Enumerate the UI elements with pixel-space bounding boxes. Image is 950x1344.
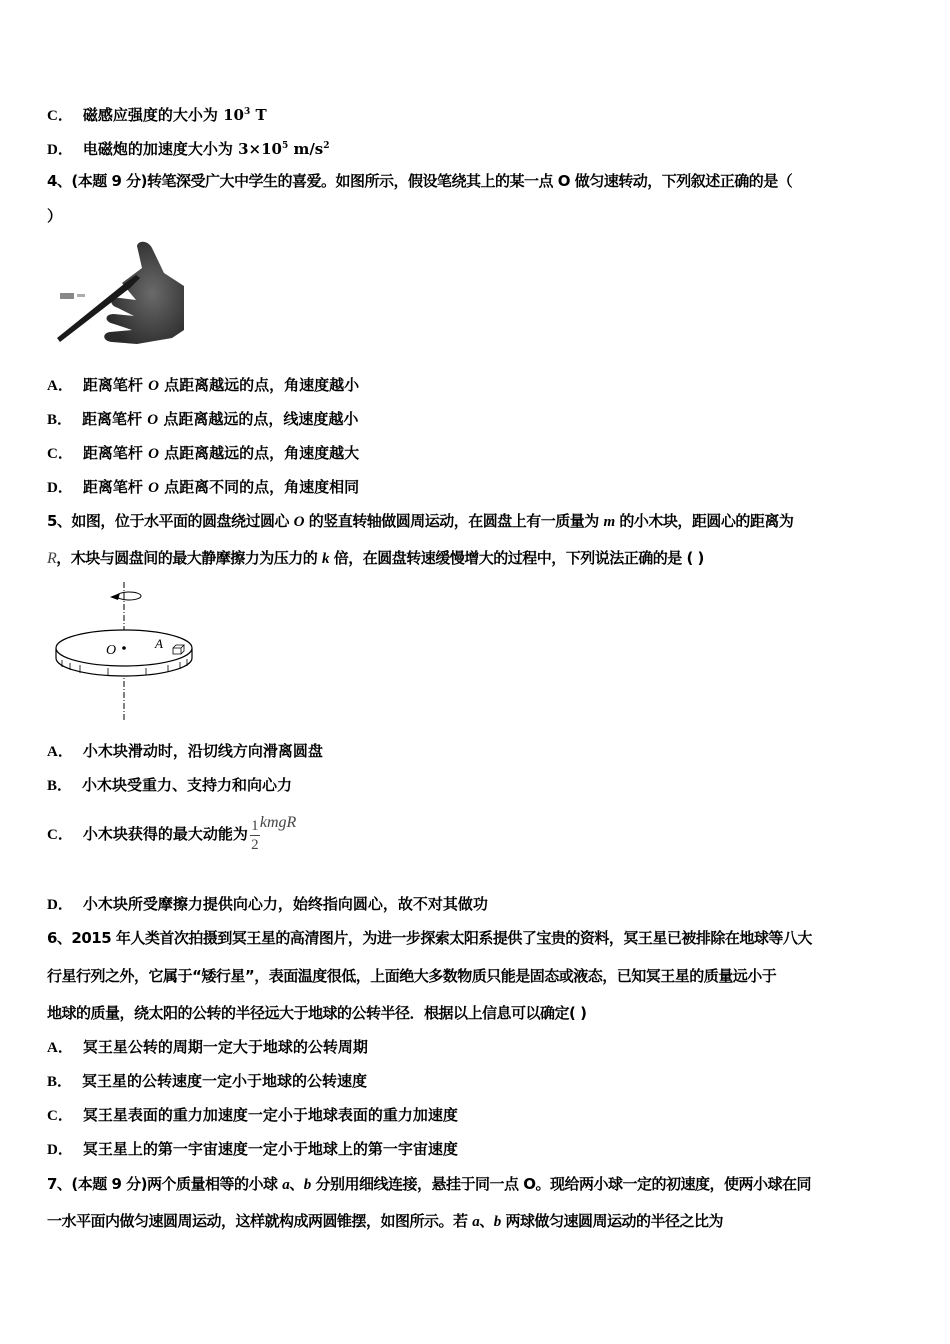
option-text: 点距离越远的点，角速度越小 bbox=[158, 376, 360, 394]
expression-kmgr: kmgR bbox=[259, 814, 297, 831]
separator: 、 bbox=[479, 1212, 494, 1230]
option-text: 冥王星表面的重力加速度一定小于地球表面的重力加速度 bbox=[82, 1106, 458, 1124]
q5-stem-line1 bbox=[47, 511, 793, 532]
variable-o: O bbox=[148, 446, 159, 462]
variable-a: a bbox=[472, 1214, 480, 1230]
option-label: A． bbox=[47, 1040, 73, 1056]
hand-spinning-pen-figure bbox=[52, 238, 190, 350]
q6-stem-line2: 行星行列之外，它属于“矮行星”，表面温度很低，上面绝大多数物质只能是固态或液态，已知冥王星的质量远小于 bbox=[47, 967, 777, 985]
stem-text: ，木块与圆盘间的最大静摩擦力为压力的 bbox=[56, 549, 323, 567]
q6-stem-line1: 6、2015 年人类首次拍摄到冥王星的高清图片，为进一步探索太阳系提供了宝贵的资料，冥王星已被排除在地球等八大 bbox=[47, 929, 812, 947]
variable-o: O bbox=[147, 412, 159, 428]
q6-stem-line3: 地球的质量，绕太阳的公转的半径远大于地球的公转半径．根据以上信息可以确定( ) bbox=[47, 1004, 587, 1022]
option-label: D． bbox=[47, 897, 73, 913]
option-text: 距离笔杆 bbox=[82, 444, 149, 462]
q7-stem-line1 bbox=[47, 1174, 811, 1195]
stem-text: 5、如图，位于水平面的圆盘绕过圆心 bbox=[47, 512, 294, 530]
option-label: D． bbox=[47, 142, 73, 158]
center-label: O bbox=[106, 643, 117, 658]
option-text: 冥王星的公转速度一定小于地球的公转速度 bbox=[82, 1072, 368, 1090]
option-text: 距离笔杆 bbox=[82, 410, 148, 428]
q7-stem-line2 bbox=[47, 1211, 723, 1232]
option-text: 点距离越远的点，角速度越大 bbox=[158, 444, 360, 462]
stem-text: 一水平面内做匀速圆周运动，这样就构成两圆锥摆，如图所示。若 bbox=[47, 1212, 473, 1230]
q4-option-c bbox=[47, 443, 359, 464]
superscript: 5 bbox=[281, 141, 289, 151]
option-text: 点距离不同的点，角速度相同 bbox=[158, 478, 360, 496]
q3-option-c bbox=[47, 102, 267, 126]
stem-text: 的小木块，距圆心的距离为 bbox=[614, 512, 794, 530]
option-text: 点距离越远的点，线速度越小 bbox=[158, 410, 359, 428]
variable-b: b bbox=[303, 1177, 311, 1193]
option-label: B． bbox=[47, 1074, 73, 1090]
option-label: C． bbox=[47, 446, 73, 462]
stem-text: 两球做匀速圆周运动的半径之比为 bbox=[500, 1212, 723, 1230]
option-label: A． bbox=[47, 744, 73, 760]
fraction-denominator: 2 bbox=[251, 836, 259, 853]
superscript: 3 bbox=[243, 107, 251, 117]
option-text: 小木块受重力、支持力和向心力 bbox=[82, 776, 293, 794]
variable-r: R bbox=[47, 550, 57, 567]
q5-option-c bbox=[47, 812, 296, 857]
option-text: 冥王星上的第一宇宙速度一定小于地球上的第一宇宙速度 bbox=[82, 1140, 458, 1158]
q4-stem-line1: 4、(本题 9 分)转笔深受广大中学生的喜爱。如图所示，假设笔绕其上的某一点 O 做匀速转动，下列叙述正确的是（ bbox=[47, 172, 793, 190]
q4-option-b bbox=[47, 409, 358, 430]
option-label: C． bbox=[47, 108, 73, 124]
variable-o: O bbox=[293, 514, 305, 530]
q5-option-a bbox=[47, 741, 323, 762]
fraction-one-half bbox=[250, 818, 260, 853]
option-label: B． bbox=[47, 778, 73, 794]
option-label: A． bbox=[47, 378, 73, 394]
option-unit: T bbox=[250, 106, 267, 124]
option-text: 冥王星公转的周期一定大于地球的公转周期 bbox=[82, 1038, 368, 1056]
q4-stem-line2: ） bbox=[47, 207, 63, 225]
variable-k: k bbox=[322, 551, 330, 567]
stem-text: 7、(本题 9 分)两个质量相等的小球 bbox=[47, 1175, 283, 1193]
variable-m: m bbox=[603, 514, 615, 530]
q6-option-a bbox=[47, 1037, 368, 1058]
option-label: C． bbox=[47, 827, 73, 843]
q5-option-d bbox=[47, 894, 488, 915]
variable-o: O bbox=[148, 378, 159, 394]
option-text: 距离笔杆 bbox=[82, 478, 149, 496]
option-label: C． bbox=[47, 1108, 73, 1124]
separator: 、 bbox=[289, 1175, 304, 1193]
variable-a: a bbox=[282, 1177, 290, 1193]
option-text: 距离笔杆 bbox=[82, 376, 149, 394]
option-label: B． bbox=[47, 412, 73, 428]
variable-b: b bbox=[493, 1214, 501, 1230]
stem-text: 分别用细线连接，悬挂于同一点 O。现给两小球一定的初速度，使两小球在同 bbox=[310, 1175, 811, 1193]
q5-option-b bbox=[47, 775, 292, 796]
variable-o: O bbox=[148, 480, 159, 496]
option-label: D． bbox=[47, 480, 73, 496]
q6-option-c bbox=[47, 1105, 458, 1126]
q4-option-d bbox=[47, 477, 359, 498]
hand-pen-icon bbox=[52, 238, 190, 350]
q6-option-b bbox=[47, 1071, 367, 1092]
superscript: 2 bbox=[323, 141, 330, 151]
fraction-bar bbox=[250, 835, 260, 836]
option-text: 磁感应强度的大小为 10 bbox=[82, 106, 244, 124]
rotating-disk-figure bbox=[50, 580, 200, 722]
q5-stem-line2 bbox=[47, 548, 704, 569]
stem-text: 倍，在圆盘转速缓慢增大的过程中，下列说法正确的是 ( ) bbox=[329, 549, 704, 567]
rotating-disk-diagram bbox=[50, 580, 200, 722]
q6-option-d bbox=[47, 1139, 458, 1160]
option-text: 小木块所受摩擦力提供向心力，始终指向圆心，故不对其做功 bbox=[82, 895, 488, 913]
q4-option-a bbox=[47, 375, 359, 396]
block-label: A bbox=[155, 636, 163, 651]
fraction-numerator: 1 bbox=[251, 817, 259, 834]
stem-text: 的竖直转轴做圆周运动，在圆盘上有一质量为 bbox=[304, 512, 604, 530]
option-text: 小木块滑动时，沿切线方向滑离圆盘 bbox=[82, 742, 323, 760]
option-label: D． bbox=[47, 1142, 73, 1158]
option-text: 电磁炮的加速度大小为 3×10 bbox=[82, 140, 282, 158]
option-text: 小木块获得的最大动能为 bbox=[82, 825, 248, 843]
q3-option-d bbox=[47, 136, 330, 160]
option-unit: m/s bbox=[288, 140, 324, 158]
